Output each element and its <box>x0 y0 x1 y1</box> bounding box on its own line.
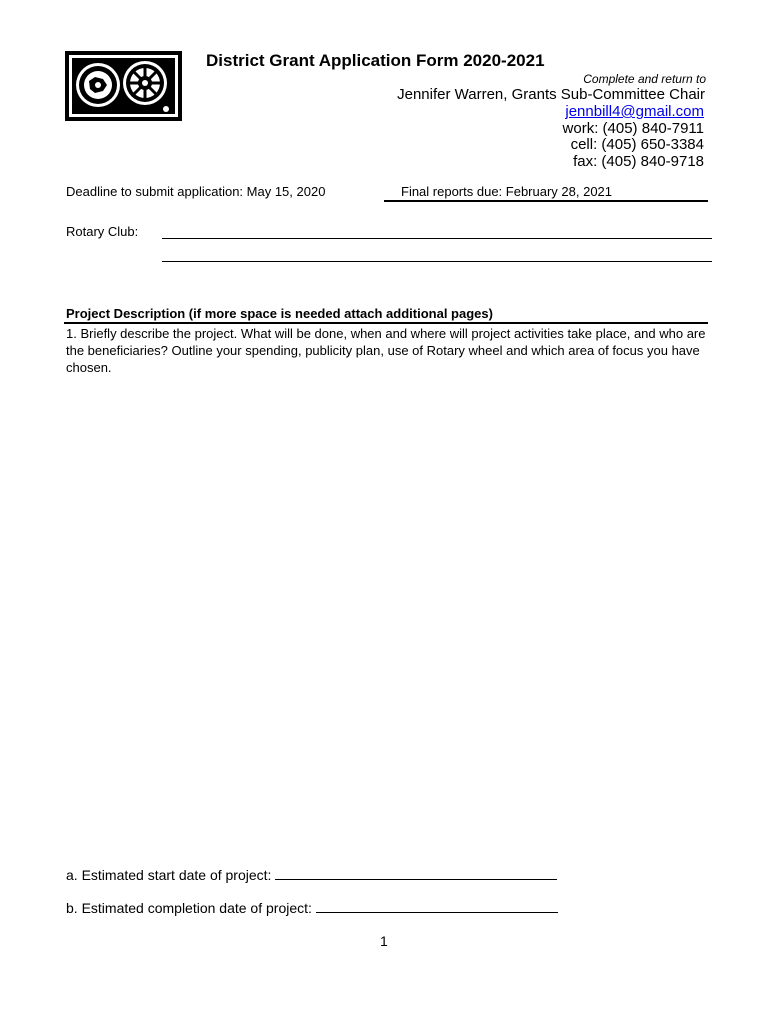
page-number: 1 <box>380 933 388 949</box>
contact-work-phone: work: (405) 840-7911 <box>562 120 704 137</box>
start-date-label: a. Estimated start date of project: <box>66 867 276 883</box>
rotary-club-field-line2[interactable] <box>162 261 712 262</box>
completion-date-label: b. Estimated completion date of project: <box>66 900 316 916</box>
rotary-club-label: Rotary Club: <box>66 224 139 239</box>
rotary-logo-icon <box>65 51 182 121</box>
project-description-heading: Project Description (if more space is needed attach additional pages) <box>66 306 493 321</box>
start-date-field[interactable] <box>275 867 557 880</box>
rotary-club-field[interactable] <box>162 238 712 239</box>
contact-name: Jennifer Warren, Grants Sub-Committee Chair <box>397 86 705 103</box>
project-question-1: 1. Briefly describe the project. What will be done, when and where will project activities take place, and who are the beneficiaries? Outline your spending, publicity plan, use of Rotary wheel and which area of focus you have chosen. <box>66 326 706 375</box>
contact-fax: fax: (405) 840-9718 <box>573 153 704 170</box>
contact-email-link[interactable]: jennbill4@gmail.com <box>565 103 704 120</box>
start-date-row <box>66 867 557 883</box>
contact-cell-phone: cell: (405) 650-3384 <box>570 136 704 153</box>
completion-date-field[interactable] <box>316 900 558 913</box>
divider <box>64 322 708 324</box>
complete-note: Complete and return to <box>583 72 706 86</box>
submit-deadline: Deadline to submit application: May 15, 2020 <box>66 184 326 199</box>
completion-date-row <box>66 900 558 916</box>
form-title: District Grant Application Form 2020-2021 <box>206 51 545 70</box>
divider <box>384 200 708 202</box>
final-reports-deadline: Final reports due: February 28, 2021 <box>401 184 613 199</box>
